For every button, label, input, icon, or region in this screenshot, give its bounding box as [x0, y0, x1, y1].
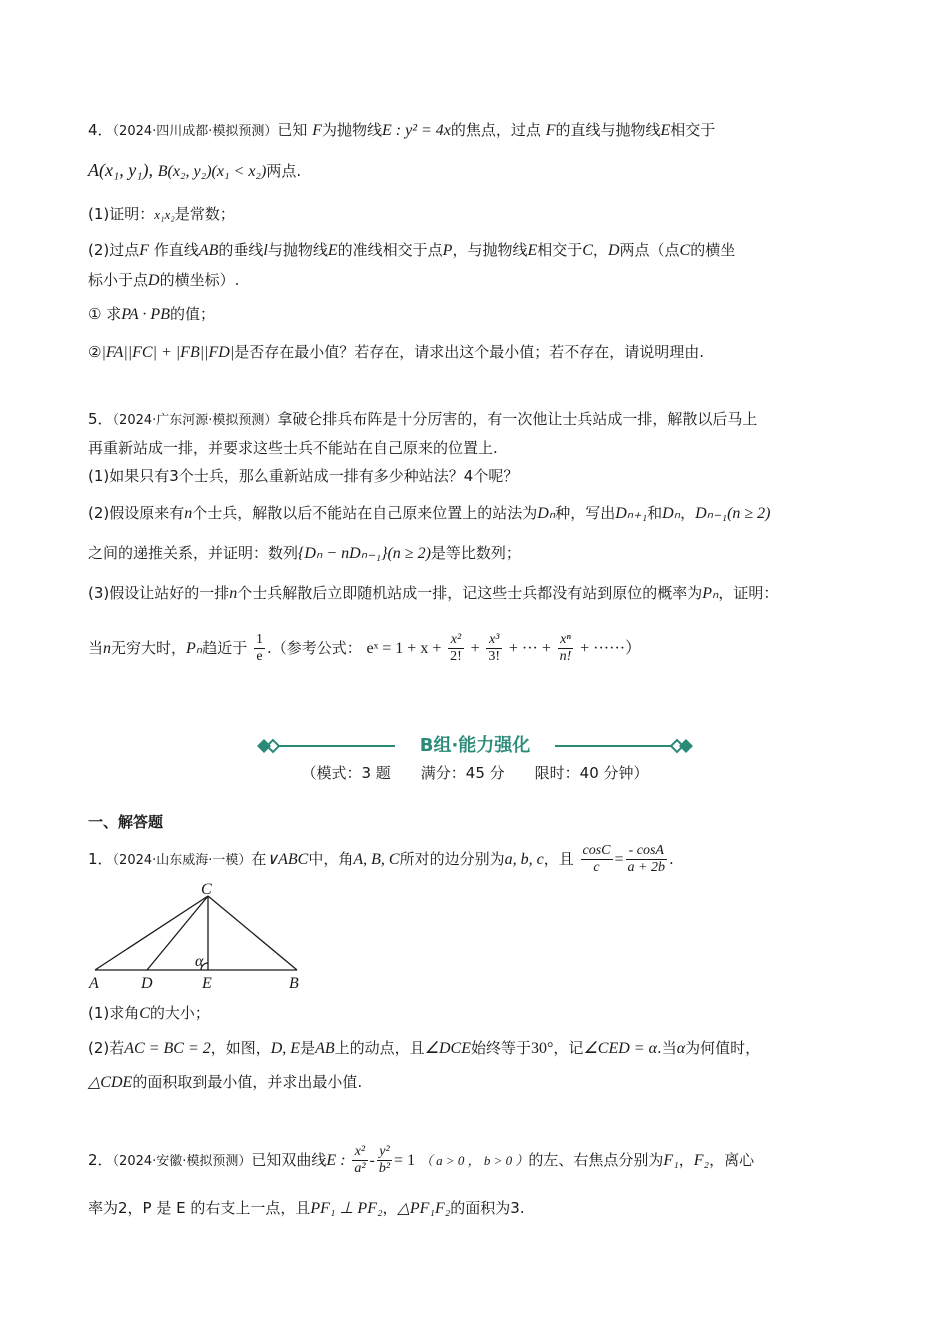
segment-ac: [95, 896, 208, 970]
fraction-x2-a2: $\frac{\text{x²}}{\text{a²}}$: [354, 1144, 366, 1176]
q5-part1: (1)如果只有3个士兵，那么重新站成一排有多少种站法？4个呢？: [88, 467, 519, 485]
section-b-meta: （模式：3 题 满分：45 分 限时：40 分钟）: [301, 764, 649, 782]
label-c: C: [201, 882, 212, 898]
label-a: A: [89, 975, 99, 992]
label-alpha: α: [195, 953, 204, 970]
b1-part1: (1)求角C的大小；: [88, 1004, 210, 1022]
fraction-one-over-e: $\frac{1}{e}$: [255, 632, 263, 664]
section-b-title: B组·能力强化: [419, 735, 531, 756]
fraction-cosC: $\frac{\cos C}{c}$: [582, 843, 611, 875]
q4-part2-sub1: ① 求PA · PB的值；: [88, 305, 215, 323]
fraction-xn: $\frac{\text{xⁿ}}{n!}$: [559, 632, 572, 664]
q4-part2-sub2: ②|FA||FC| + |FB||FD|是否存在最小值？若存在，请求出这个最小值；若不存在，请说明理由.: [88, 343, 705, 361]
q4-part2-line2: 标小于点D的横坐标）.: [88, 271, 240, 289]
fraction-x3: $\frac{\text{x³}}{3!}$: [488, 632, 501, 664]
q4-line2: A(x₁, y₁), B(x₂, y₂)(x₁ < x₂)两点.: [88, 160, 302, 180]
segment-bc: [208, 896, 297, 970]
fraction-y2-b2: $\frac{\text{y²}}{\text{b²}}$: [378, 1144, 391, 1176]
b2-line1: 2．（2024·安徽·模拟预测）已知双曲线E : $\frac{\text{x²}}{\text{a²}}$ - $\frac{\text{y²}}{\text{b²}}$ = 1 （ a > 0 ， b > 0 ）的左、右焦点分别为F₁，F₂，离心: [88, 1144, 755, 1176]
q5-line2: 再重新站成一排，并要求这些士兵不能站在自己原来的位置上.: [88, 439, 498, 457]
b1-part2-line2: △CDE的面积取到最小值，并求出最小值.: [88, 1073, 363, 1091]
b1-part2-line1: (2)若AC = BC = 2，如图，D, E是AB上的动点，且∠DCE始终等于30°，记∠CED = α.当α为何值时，: [88, 1039, 761, 1057]
fraction-x2: $\frac{\text{x²}}{2!}$: [450, 632, 462, 664]
q4-line1: 4．（2024·四川成都·模拟预测）已知 F为抛物线E : y² = 4x的焦点，过点 F的直线与抛物线E相交于: [88, 121, 716, 139]
q5-part2-line1: (2)假设原来有n个士兵，解散以后不能站在自己原来位置上的站法为Dₙ种，写出Dₙ₊₁和Dₙ，Dₙ₋₁(n ≥ 2): [88, 504, 771, 522]
fraction-cosA: $\frac{- \cos A}{a + 2b}$: [627, 843, 665, 875]
b1-line1: 1．（2024·山东威海·一模）在∨ABC中，角A, B, C所对的边分别为a, b, c，且 $\frac{\cos C}{c}$ = $\frac{- \cos A}{a + 2b}$ .: [88, 843, 674, 875]
label-e: E: [202, 975, 212, 992]
q4-part1: (1)证明：x₁x₂是常数；: [88, 205, 235, 223]
q5-part2-line2: 之间的递推关系，并证明：数列{Dₙ − nDₙ₋₁}(n ≥ 2)是等比数列；: [88, 544, 521, 562]
b2-line2: 率为2，P 是 E 的右支上一点，且PF₁ ⊥ PF₂，△PF₁F₂的面积为3.: [88, 1199, 525, 1217]
q5-line1: 5．（2024·广东河源·模拟预测）拿破仑排兵布阵是十分厉害的，有一次他让士兵站成一排，解散以后马上: [88, 410, 758, 428]
q5-part3-line1: (3)假设让站好的一排n个士兵解散后立即随机站成一排，记这些士兵都没有站到原位的概率为Pₙ，证明：: [88, 584, 779, 602]
label-b: B: [289, 975, 299, 992]
section-heading: 一、解答题: [88, 813, 164, 831]
triangle-figure: [85, 882, 315, 997]
q4-part2-line1: (2)过点F 作直线AB的垂线l与抛物线E的准线相交于点P，与抛物线E相交于C，D两点（点C的横坐: [88, 241, 736, 259]
q5-part3-line2: 当n无穷大时，Pₙ趋近于 $\frac{1}{e}$ .（参考公式： eˣ = 1 + x + $\frac{\text{x²}}{2!}$ + $\frac{\text{x³}}{3!}$ + ··· + $\frac{\text{xⁿ}}{n!}$ + ······）: [88, 632, 642, 664]
label-d: D: [141, 975, 153, 992]
